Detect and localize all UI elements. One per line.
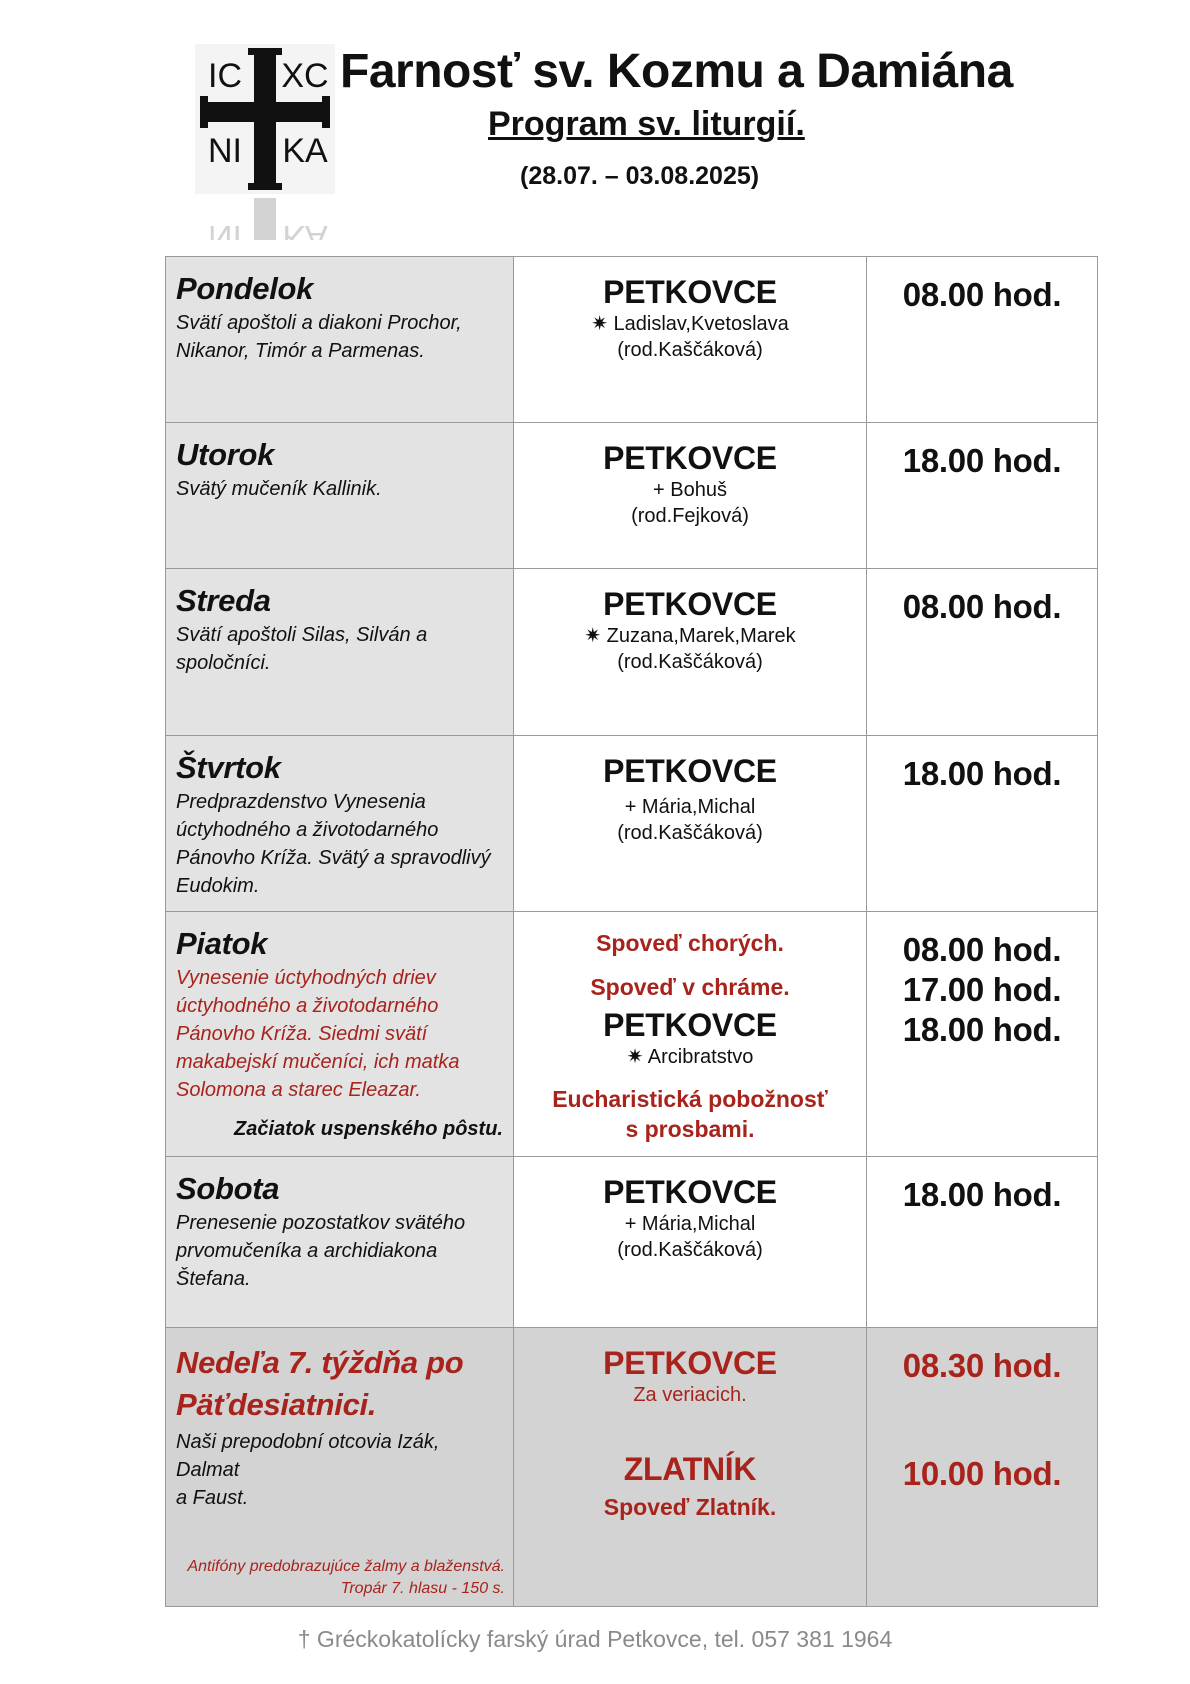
time: 08.30 hod. <box>902 1347 1062 1384</box>
table-row <box>166 569 1098 736</box>
liturgy-note: Antifóny predobrazujúce žalmy a blaženstvá. Tropár 7. hlasu - 150 s. <box>187 1558 505 1597</box>
feast-description: Naši prepodobní otcovia Izák, Dalmat a Faust. <box>176 1431 440 1509</box>
confession-sick-note: Spoveď chorých. <box>596 930 784 956</box>
place-name: PETKOVCE <box>603 440 777 476</box>
feast-description: Svätý mučeník Kallinik. <box>176 478 382 500</box>
day-name: Nedeľa 7. týždňa po Päťdesiatnici. <box>176 1345 464 1422</box>
place-name-2: ZLATNÍK <box>623 1451 757 1487</box>
liturgy-cell <box>514 569 867 736</box>
time-cell <box>867 569 1098 736</box>
feast-description: Prenesenie pozostatkov svätého prvomučeníka a archidiakona Štefana. <box>176 1212 466 1290</box>
time: 08.00 hod. <box>902 588 1062 625</box>
time: 08.00 hod. <box>902 276 1062 313</box>
day-cell <box>166 736 514 912</box>
day-name: Štvrtok <box>176 750 281 785</box>
time: 08.00 hod. <box>902 931 1062 968</box>
eucharistic-devotion-note-2: s prosbami. <box>625 1116 755 1142</box>
table-row <box>166 736 1098 912</box>
place-name: PETKOVCE <box>603 753 777 789</box>
liturgy-cell <box>514 423 867 569</box>
time-cell <box>867 912 1098 1157</box>
feast-description: Vynesenie úctyhodných driev úctyhodného a životodarného Pánovho Kríža. Siedmi svätí makabejskí mučeníci, ich matka Solomona a starec Eleazar. <box>176 967 460 1101</box>
day-name: Utorok <box>176 437 275 472</box>
day-cell <box>166 257 514 423</box>
feast-description: Predprazdenstvo Vynesenia úctyhodného a životodarného Pánovho Kríža. Svätý a spravodlivý Eudokim. <box>176 791 491 897</box>
time: 18.00 hod. <box>902 1176 1062 1213</box>
eucharistic-devotion-note: Eucharistická pobožnosť <box>552 1086 828 1112</box>
day-name: Piatok <box>176 926 268 961</box>
svg-text:NI: NI <box>208 218 242 240</box>
intention: + Mária,Michal <box>624 1213 756 1235</box>
time: 10.00 hod. <box>902 1455 1062 1492</box>
time: 18.00 hod. <box>902 442 1062 479</box>
liturgy-cell <box>514 257 867 423</box>
time-cell <box>867 423 1098 569</box>
intention: ✷ Zuzana,Marek,Marek <box>584 625 796 647</box>
confession-zlatnik-note: Spoveď Zlatník. <box>603 1494 777 1520</box>
liturgy-schedule-table <box>165 256 1098 1607</box>
time-cell <box>867 257 1098 423</box>
time-cell <box>867 1328 1098 1607</box>
parish-office-footer: † Gréckokatolícky farský úrad Petkovce, tel. 057 381 1964 <box>297 1626 893 1652</box>
place-name: PETKOVCE <box>603 586 777 622</box>
day-name: Streda <box>176 583 271 618</box>
table-row <box>166 912 1098 1157</box>
place-name: PETKOVCE <box>603 274 777 310</box>
time-cell <box>867 1157 1098 1328</box>
liturgy-cell <box>514 1157 867 1328</box>
confession-church-note: Spoveď v chráme. <box>590 974 790 1000</box>
time-cell <box>867 736 1098 912</box>
family-name: (rod.Fejková) <box>631 505 749 527</box>
place-name: PETKOVCE <box>603 1345 777 1381</box>
liturgy-cell <box>514 736 867 912</box>
intention: Za veriacich. <box>633 1384 747 1406</box>
table-row <box>166 1328 1098 1607</box>
day-cell <box>166 423 514 569</box>
family-name: (rod.Kaščáková) <box>617 651 763 673</box>
day-name: Sobota <box>176 1171 280 1206</box>
parish-title: Farnosť sv. Kozmu a Damiána <box>340 45 1013 98</box>
svg-text:NI: NI <box>208 132 242 170</box>
place-name: PETKOVCE <box>603 1007 777 1043</box>
intention: + Bohuš <box>653 479 727 501</box>
day-cell <box>166 1328 514 1607</box>
feast-description: Svätí apoštoli Silas, Silván a spoločníci. <box>176 624 428 674</box>
fast-start-note: Začiatok uspenského pôstu. <box>234 1118 503 1140</box>
family-name: (rod.Kaščáková) <box>617 339 763 361</box>
table-row <box>166 257 1098 423</box>
day-name: Pondelok <box>176 271 314 306</box>
place-name: PETKOVCE <box>603 1174 777 1210</box>
liturgy-cell <box>514 912 867 1157</box>
liturgy-cell <box>514 1328 867 1607</box>
family-name: (rod.Kaščáková) <box>617 822 763 844</box>
day-cell <box>166 569 514 736</box>
day-cell <box>166 1157 514 1328</box>
time: 18.00 hod. <box>902 1011 1062 1048</box>
table-row <box>166 1157 1098 1328</box>
svg-text:KA: KA <box>282 132 328 170</box>
date-range: (28.07. – 03.08.2025) <box>520 162 760 190</box>
intention: + Mária,Michal <box>624 796 756 818</box>
feast-description: Svätí apoštoli a diakoni Prochor, Nikanor, Timór a Parmenas. <box>176 312 462 362</box>
intention: ✷ Arcibratstvo <box>626 1046 754 1068</box>
intention: ✷ Ladislav,Kvetoslava <box>591 313 789 335</box>
table-row <box>166 423 1098 569</box>
day-cell <box>166 912 514 1157</box>
svg-text:KA: KA <box>282 218 328 240</box>
svg-text:IC: IC <box>208 57 242 95</box>
time: 18.00 hod. <box>902 755 1062 792</box>
time: 17.00 hod. <box>902 971 1062 1008</box>
family-name: (rod.Kaščáková) <box>617 1239 763 1261</box>
program-subtitle: Program sv. liturgií. <box>488 105 805 143</box>
svg-text:XC: XC <box>281 57 329 95</box>
